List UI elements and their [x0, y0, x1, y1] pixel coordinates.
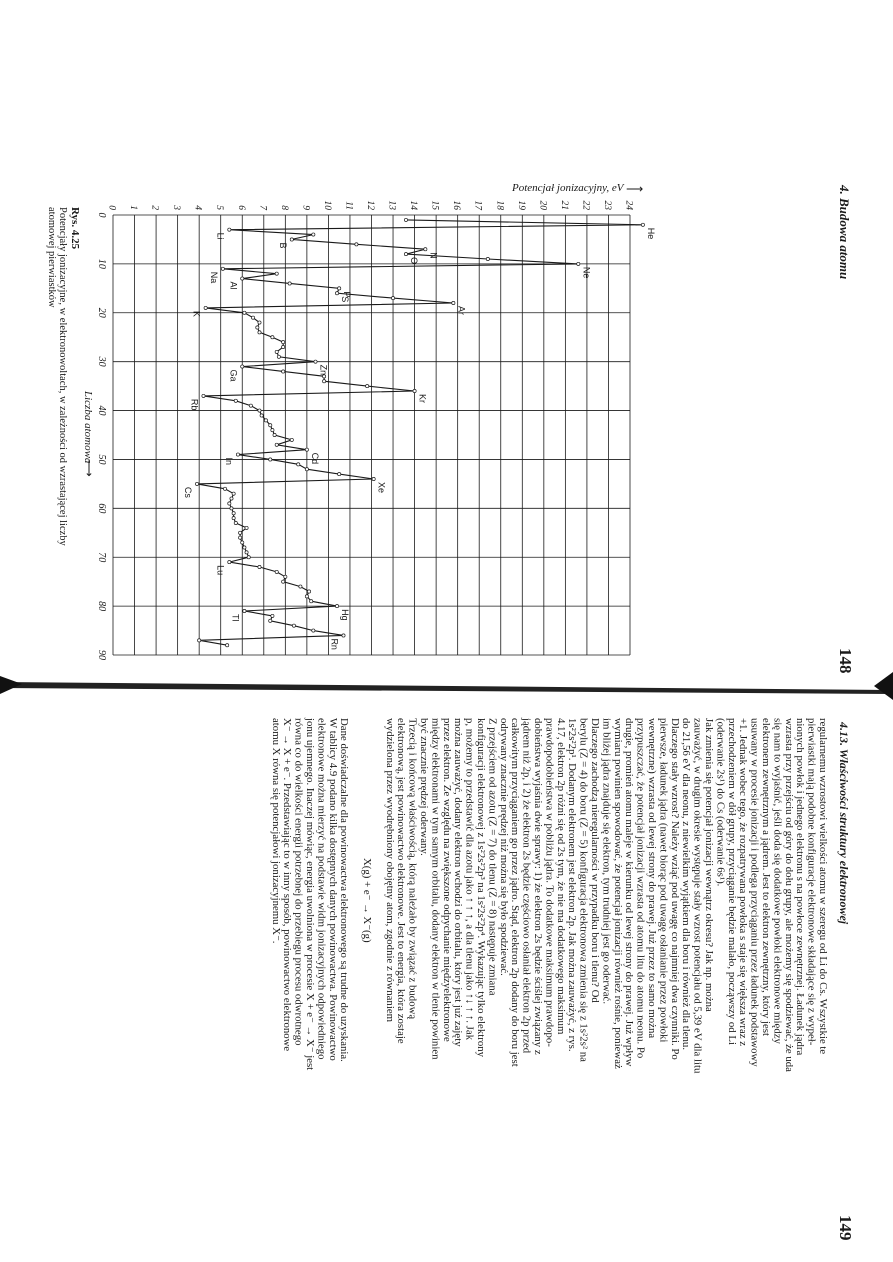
data-point — [260, 414, 263, 417]
data-point — [355, 243, 358, 246]
body-text-line: równa co do wielkości energii potrzebnej do przebiegu procesu odwrotnego — [292, 718, 305, 1046]
data-point — [247, 556, 250, 559]
x-tick-label: 0 — [96, 212, 107, 218]
data-point — [335, 292, 338, 295]
y-tick-label: 7 — [257, 205, 268, 210]
y-tick-label: 20 — [537, 200, 548, 210]
element-label: Rb — [189, 398, 200, 411]
left-page-header: 4. Budowa atomu — [837, 185, 852, 280]
y-tick-label: 9 — [300, 205, 311, 210]
data-point — [338, 287, 341, 290]
x-tick-label: 80 — [96, 601, 107, 612]
chart-grid — [113, 215, 630, 655]
y-axis-label: Potencjał jonizacyjny, eV — [512, 182, 624, 194]
right-page-body — [270, 717, 829, 1074]
x-tick-label: 70 — [96, 552, 107, 563]
right-page-header: 4.13. Właściwości struktury elektronowej — [837, 722, 851, 925]
data-point — [241, 277, 244, 280]
element-label: Ga — [228, 369, 239, 382]
data-point — [275, 272, 278, 275]
element-label: In — [223, 457, 234, 466]
body-text-line: im bliżej jądra znajduje się elektron, tym trudniej jest go oderwać. — [600, 718, 613, 1005]
y-tick-label: 2 — [149, 205, 160, 210]
element-label: Ne — [581, 266, 592, 279]
body-text-line: zauważyć, w drugim okresie występuje stały wzrost potencjału od 5,39 eV dla litu — [691, 718, 704, 1074]
body-text-line: się nam to wyjaśnić, jeśli doda się dodatkowe powłoki elektronowe między — [771, 718, 784, 1044]
data-point — [288, 282, 291, 285]
data-points — [195, 218, 644, 647]
data-point — [273, 433, 276, 436]
body-text-line: W tablicy 4.9 podano kilka dostępnych danych powinowactwa. Powinowactwo — [326, 718, 339, 1061]
x-tick-label: 90 — [96, 650, 107, 660]
data-point — [305, 468, 308, 471]
body-text-line: odrywany znacznie prędzej niż można się było spodziewać. — [497, 718, 510, 976]
body-text-line: konfiguracji elektronowej z 1s²2s²2p³ na 1s²2s²2p⁴. Wykazując tylko elektrony — [475, 718, 487, 1058]
y-tick-label: 3 — [171, 205, 182, 210]
body-text-line: pierwsze, ładunek jądra (nawet biorąc pod uwagę osłanianie przez powłoki — [657, 718, 670, 1043]
body-text-line: wydzielona przez wyodrębniony obojętny atom, zgodnie z równaniem — [383, 718, 396, 1023]
element-label: Cd — [309, 452, 320, 465]
data-point — [232, 492, 235, 495]
body-text-line: dobieństwa wyjaśnia dwie sprawy: 1) że elektron 2s będzie ściślej związany z — [532, 718, 544, 1055]
data-point — [275, 570, 278, 573]
data-point — [290, 438, 293, 441]
figure-label: Rys. 4.25 — [69, 207, 81, 250]
element-label: Tl — [230, 614, 241, 622]
element-label: B — [277, 242, 288, 249]
data-point — [230, 497, 233, 500]
figure-caption-line-1: Potencjały jonizacyjne, w elektronowoltach, w zależności od wzrastającej liczby — [57, 207, 68, 546]
x-tick-labels — [96, 213, 107, 661]
data-point — [271, 336, 274, 339]
y-tick-label: 18 — [494, 200, 505, 210]
data-point — [338, 473, 341, 476]
data-point — [271, 614, 274, 617]
data-point — [342, 634, 345, 637]
body-text-line: regularnemu wzrostowi wielkości atomu w szeregu od Li do Cs. Wszystkie te — [817, 718, 829, 1055]
y-tick-label: 5 — [214, 205, 225, 210]
body-text-line: między elektronami w tym samym orbitalu, dodany elektron w tlenie powinien — [429, 718, 442, 1060]
data-point — [258, 409, 261, 412]
data-point — [282, 580, 285, 583]
y-axis-arrow: ⟶ — [626, 182, 644, 196]
data-point — [204, 306, 207, 309]
element-label: Lu — [215, 565, 226, 576]
body-text-line: (oderwanie 2s¹) do Cs (oderwanie 6s¹). — [714, 718, 727, 887]
data-point — [269, 424, 272, 427]
data-point — [275, 443, 278, 446]
data-point — [202, 394, 205, 397]
element-label: Kr — [417, 394, 428, 403]
data-point — [452, 301, 455, 304]
data-point — [241, 541, 244, 544]
y-tick-label: 17 — [472, 200, 483, 210]
element-label: O — [408, 257, 419, 265]
data-point — [258, 321, 261, 324]
data-point — [258, 565, 261, 568]
element-label: S — [340, 296, 351, 303]
body-text-line: przez elektron. Ze względu na zwiększone odpychanie międzyelektronowe — [440, 718, 453, 1042]
data-point — [243, 546, 246, 549]
data-point — [245, 551, 248, 554]
data-point — [305, 448, 308, 451]
body-text-line: wymiaru powinien spowodować, że potencjał jonizacji również rośnie, ponieważ — [611, 718, 624, 1069]
data-point — [307, 590, 310, 593]
x-axis-arrow: ⟶ — [82, 459, 96, 477]
element-label: K — [191, 310, 202, 317]
body-text-line: nionych powłok i jednego elektronu s na powłoce zewnętrznej. Ładunek jądra — [794, 718, 807, 1056]
left-page — [46, 182, 855, 674]
right-page — [270, 717, 855, 1241]
data-point — [195, 482, 198, 485]
element-label: Zn — [318, 364, 329, 376]
data-point — [323, 375, 326, 378]
x-tick-label: 50 — [96, 454, 107, 465]
y-tick-label: 11 — [343, 201, 354, 210]
body-text-line: wewnętrzne) wzrasta od lewej strony do prawej. Już przez to samo można — [646, 718, 658, 1039]
body-text-line: usuwany w procesie jonizacji i podlega przyciąganiu przez ładunek podstawowy — [748, 718, 761, 1067]
body-text-line: do 21,56 eV dla neonu, z niewielkim wyjątkiem dla boru i również dla tlenu. — [680, 718, 693, 1051]
body-text-line: Dlaczego stały wzrost? Należy wziąć pod uwagę co najmniej dwa czynniki. Po — [668, 718, 681, 1060]
element-label: Hg — [340, 609, 351, 621]
data-point — [282, 345, 285, 348]
element-label: Xe — [376, 482, 387, 494]
body-text-line: jądrem niż 2p, i 2) że elektron 2s będzie częściowo osłaniał elektron 2p przed — [520, 718, 533, 1054]
body-text-line: Trzecią i końcową właściwością, którą należało by związać z budową — [406, 718, 419, 1020]
data-point — [228, 502, 231, 505]
y-tick-label: 8 — [278, 205, 289, 210]
x-tick-label: 30 — [96, 356, 107, 367]
body-text-line: +1. Jednak wobec tego, że rozpatrywana powłoka s staje się większa wraz z — [737, 718, 750, 1047]
data-point — [241, 365, 244, 368]
data-point — [391, 297, 394, 300]
body-text-line: 4.17, elektron 2p różni się od 2s tym, że nie ma dodatkowego maksimum — [554, 718, 567, 1035]
body-text-line: 1s²2s²2p¹. Dodanym elektronem jest elektron 2p. Jak można zauważyć, z rys. — [566, 718, 579, 1052]
data-point — [275, 350, 278, 353]
body-text-line: drugie, promień atomu maleje w kierunku od lewej strony do prawej. Już wpływ — [623, 718, 636, 1067]
body-text-line: X⁻ → X + e⁻. Przedstawiając to w inny sposób, powinowactwo elektronowe — [281, 718, 294, 1052]
x-axis-label: Liczba atomowa — [82, 391, 94, 464]
data-point — [290, 238, 293, 241]
data-point — [282, 341, 285, 344]
y-tick-label: 16 — [451, 200, 462, 210]
y-tick-label: 14 — [408, 200, 419, 210]
data-point — [264, 419, 267, 422]
element-label: Ar — [456, 306, 467, 315]
data-point — [299, 585, 302, 588]
body-text-line: być znacznie prędzej oderwany. — [418, 718, 430, 856]
data-point — [404, 253, 407, 256]
data-point — [245, 526, 248, 529]
data-point — [335, 605, 338, 608]
data-point — [234, 521, 237, 524]
y-tick-label: 22 — [580, 200, 591, 210]
data-point — [232, 517, 235, 520]
body-text-line: jonu ujemnego. Inaczej mówiąc, energia uwolniona w procesie X + e⁻ → X⁻ jest — [304, 718, 316, 1071]
element-label: Rn — [329, 638, 340, 650]
y-tick-label: 21 — [558, 200, 569, 210]
data-point — [271, 429, 274, 432]
y-tick-label: 24 — [623, 200, 634, 210]
ionization-energy-chart — [82, 182, 656, 660]
element-label: N — [428, 252, 439, 259]
data-point — [269, 619, 272, 622]
data-point — [277, 355, 280, 358]
y-tick-label: 6 — [235, 205, 246, 210]
data-point — [269, 458, 272, 461]
data-point — [249, 404, 252, 407]
data-point — [292, 624, 295, 627]
element-label: Al — [228, 281, 239, 290]
y-tick-label: 23 — [601, 200, 612, 210]
right-page-number: 149 — [836, 1215, 855, 1241]
data-point — [226, 644, 229, 647]
body-text-line: elektronem zewnętrznym a jądrem. Jest to elektron zewnętrzny, który jest — [760, 718, 772, 1036]
element-label: Na — [208, 271, 219, 284]
x-tick-label: 10 — [96, 258, 107, 269]
y-tick-label: 0 — [106, 205, 117, 210]
data-point — [284, 575, 287, 578]
data-point — [238, 536, 241, 539]
body-text-line: Dlaczego zachodzą nieregularności w przypadku boru i tlenu? Od — [589, 718, 601, 1003]
data-point — [251, 316, 254, 319]
y-tick-label: 12 — [365, 200, 375, 210]
body-text-line: pierwiastki mają podobne konfiguracje elektronowe składające się z wypeł- — [805, 718, 818, 1046]
figure-caption-line-2: atomowej pierwiastków — [46, 207, 57, 308]
x-tick-label: 40 — [96, 405, 107, 416]
y-tick-label: 1 — [128, 205, 139, 210]
data-point — [641, 223, 644, 226]
data-point — [234, 399, 237, 402]
data-point — [424, 248, 427, 251]
data-point — [314, 360, 317, 363]
data-point — [243, 609, 246, 612]
y-tick-label: 4 — [192, 205, 203, 210]
y-tick-labels — [107, 201, 634, 212]
data-point — [486, 257, 489, 260]
y-tick-label: 15 — [429, 200, 440, 210]
element-label: Li — [215, 232, 226, 240]
x-tick-label: 60 — [96, 503, 107, 514]
element-label: He — [645, 227, 656, 240]
data-point — [243, 311, 246, 314]
data-point — [232, 512, 235, 515]
body-text-line: prawdopodobieństwa w pobliżu jądra. To dodatkowe maksimum prawdopo- — [543, 718, 556, 1047]
y-tick-label: 19 — [515, 200, 526, 210]
body-text-line: można zauważyć, dodany elektron wchodzi do orbitalu, który jest już zajęty — [452, 718, 465, 1047]
data-point — [372, 477, 375, 480]
x-tick-label: 20 — [96, 307, 107, 318]
element-annotations — [183, 228, 656, 650]
y-tick-label: 13 — [386, 200, 397, 210]
body-text-line: przypuszczać, że potencjał jonizacji wzrasta od atomu litu do atomu neonu. Po — [634, 718, 647, 1059]
body-text-line: atomu X równa się potencjałowi jonizacyjnemu X⁻. — [269, 718, 282, 944]
data-point — [282, 370, 285, 373]
y-tick-label: 10 — [321, 200, 332, 210]
data-point — [258, 331, 261, 334]
data-point — [198, 639, 201, 642]
data-point — [256, 326, 259, 329]
body-text-line: Jak zmienia się potencjał jonizacji wewnątrz okresu? Jak np. można — [703, 718, 715, 1012]
data-point — [228, 561, 231, 564]
body-text-line: p, możemy to przedstawić dla azotu jako ↑ ↑ ↑, a dla tlenu jako ↑↓ ↑ ↑. Jak — [463, 718, 476, 1041]
body-text-line: elektronową, jest powinowactwo elektronowe. Jest to energia, która zostaje — [395, 718, 408, 1044]
body-text-line: całkowitym przyciąganiem go przez jądro. Stąd, elektron 2p dodany do boru jest — [509, 718, 522, 1067]
data-point — [366, 385, 369, 388]
left-page-number: 148 — [836, 648, 855, 674]
body-text-line: Z przejściem od azotu (Z = 7) do tlenu (Z = 8) następuje zmiana — [486, 718, 499, 996]
element-label: Cs — [183, 486, 194, 498]
data-point — [230, 507, 233, 510]
body-text-line: elektronowe można mierzyć na podstawie widm jonizacyjnych odpowiedniego — [315, 718, 328, 1060]
body-text-line: berylu (Z = 4) do boru (Z = 5) konfiguracja elektronowa zmienia się z 1s²2s² na — [577, 718, 590, 1062]
data-point — [404, 218, 407, 221]
element-label: P — [342, 291, 353, 298]
data-point — [312, 233, 315, 236]
data-point — [577, 262, 580, 265]
data-point — [223, 487, 226, 490]
data-point — [297, 463, 300, 466]
data-point — [238, 531, 241, 534]
data-point — [413, 389, 416, 392]
body-text-line: wzrasta przy przejściu od góry do dołu grupy, ale możemy się spodziewać, że uda — [782, 718, 795, 1072]
data-point — [310, 600, 313, 603]
body-text-line: przechodzeniem w dół grupy, przyciąganie będzie malało, począwszy od Li — [725, 718, 738, 1045]
book-gutter — [0, 672, 893, 700]
body-text-line: Dane doświadczalne dla powinowactwa elektronowego są trudne do uzyskania. — [338, 718, 351, 1062]
data-point — [305, 595, 308, 598]
data-point — [323, 380, 326, 383]
data-point — [312, 629, 315, 632]
data-point — [221, 267, 224, 270]
data-point — [228, 228, 231, 231]
body-text-line: X(g) + e⁻ → X⁻(g) — [361, 858, 373, 943]
data-point — [236, 453, 239, 456]
